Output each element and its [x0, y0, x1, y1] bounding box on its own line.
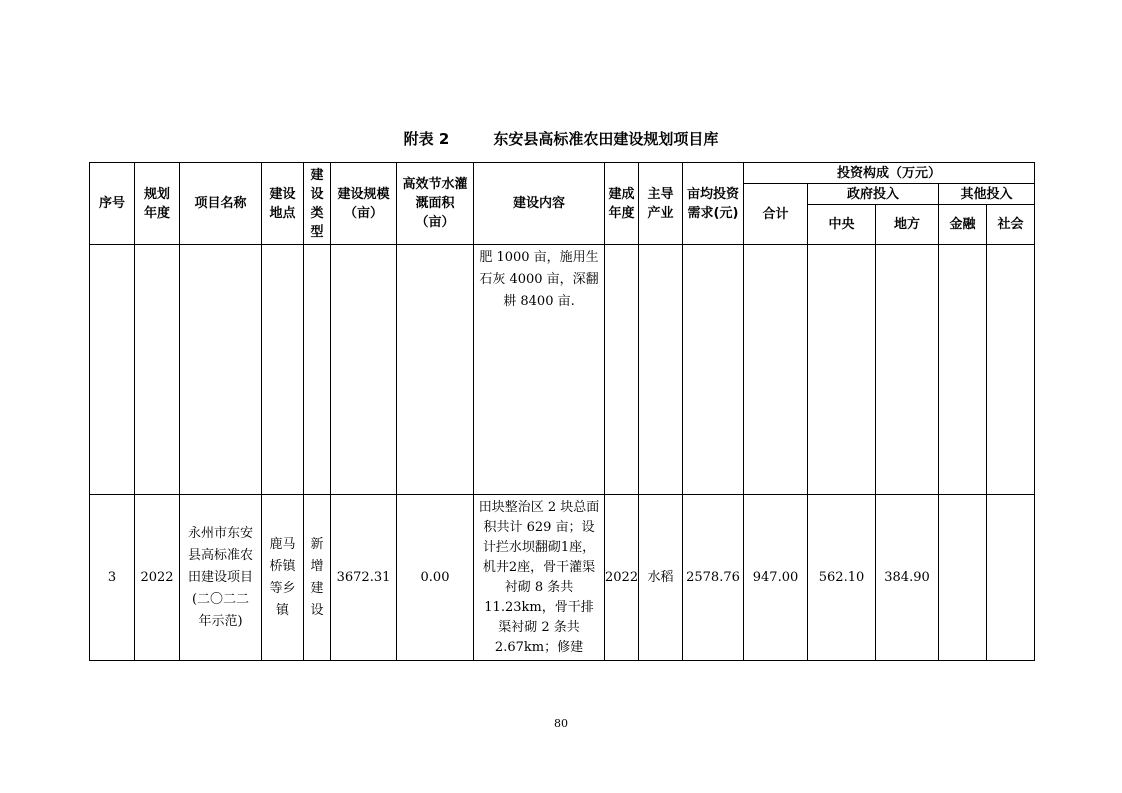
header-total: 合计 — [744, 184, 808, 245]
header-project-name: 项目名称 — [180, 163, 262, 245]
header-plan-year: 规划年度 — [135, 163, 180, 245]
cell-build-year: 2022 — [605, 495, 639, 661]
cell-plan-year — [135, 245, 180, 495]
header-seq: 序号 — [90, 163, 135, 245]
header-build-type: 建设类型 — [304, 163, 331, 245]
cell-content: 田块整治区 2 块总面积共计 629 亩；设计拦水坝翻砌1座，机井2座，骨干灌渠衬砌 8 条共 11.23km，骨干排渠衬砌 2 条共 2.67km；修建 — [474, 495, 605, 661]
header-gov: 政府投入 — [808, 184, 939, 205]
cell-seq — [90, 245, 135, 495]
header-build-year: 建成年度 — [605, 163, 639, 245]
cell-irrigation-area: 0.00 — [397, 495, 474, 661]
cell-central — [808, 245, 876, 495]
cell-central: 562.10 — [808, 495, 876, 661]
header-finance: 金融 — [939, 205, 987, 245]
header-other: 其他投入 — [939, 184, 1035, 205]
header-per-mu: 亩均投资需求(元) — [683, 163, 744, 245]
header-local: 地方 — [876, 205, 939, 245]
header-invest-group: 投资构成（万元） — [744, 163, 1035, 184]
cell-build-type: 新增建设 — [304, 495, 331, 661]
header-irrigation-area: 高效节水灌溉面积（亩） — [397, 163, 474, 245]
header-location: 建设地点 — [262, 163, 304, 245]
cell-finance — [939, 245, 987, 495]
cell-industry — [639, 245, 683, 495]
page-number: 80 — [554, 717, 568, 730]
cell-per-mu — [683, 245, 744, 495]
header-society: 社会 — [987, 205, 1035, 245]
cell-irrigation-area — [397, 245, 474, 495]
table-title — [0, 128, 1122, 149]
table-row — [90, 245, 1035, 495]
cell-society — [987, 495, 1035, 661]
header-content: 建设内容 — [474, 163, 605, 245]
cell-scale: 3672.31 — [331, 495, 397, 661]
cell-per-mu: 2578.76 — [683, 495, 744, 661]
cell-industry: 水稻 — [639, 495, 683, 661]
project-table — [89, 162, 1035, 661]
cell-plan-year: 2022 — [135, 495, 180, 661]
cell-society — [987, 245, 1035, 495]
cell-finance — [939, 495, 987, 661]
cell-local — [876, 245, 939, 495]
cell-local: 384.90 — [876, 495, 939, 661]
cell-seq: 3 — [90, 495, 135, 661]
cell-total — [744, 245, 808, 495]
header-industry: 主导产业 — [639, 163, 683, 245]
header-central: 中央 — [808, 205, 876, 245]
cell-location: 鹿马桥镇等乡镇 — [262, 495, 304, 661]
appendix-label: 附表 2 — [403, 130, 450, 148]
cell-project-name: 永州市东安县高标准农田建设项目(二〇二二年示范) — [180, 495, 262, 661]
cell-build-type — [304, 245, 331, 495]
cell-project-name — [180, 245, 262, 495]
title-text: 东安县高标准农田建设规划项目库 — [493, 130, 719, 148]
cell-total: 947.00 — [744, 495, 808, 661]
cell-location — [262, 245, 304, 495]
cell-build-year — [605, 245, 639, 495]
table-row — [90, 495, 1035, 661]
cell-scale — [331, 245, 397, 495]
cell-content: 肥 1000 亩，施用生石灰 4000 亩，深翻耕 8400 亩. — [474, 245, 605, 495]
header-scale: 建设规模（亩） — [331, 163, 397, 245]
